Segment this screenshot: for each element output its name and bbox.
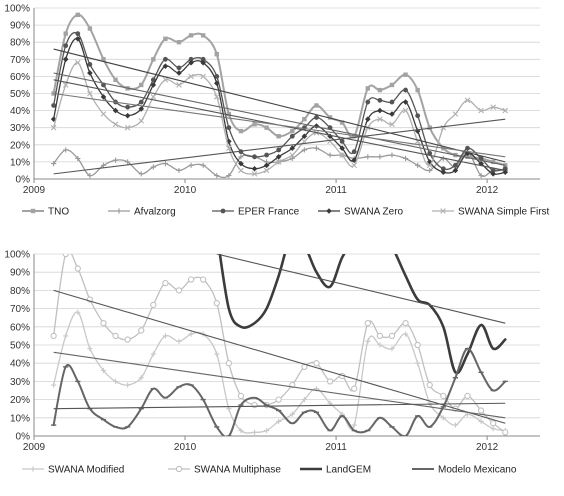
data-point bbox=[377, 108, 383, 114]
data-point bbox=[389, 333, 394, 338]
y-tick-label: 80% bbox=[9, 37, 30, 49]
data-point bbox=[163, 37, 167, 41]
data-point bbox=[390, 83, 394, 87]
data-point bbox=[478, 408, 483, 413]
data-point bbox=[453, 163, 458, 168]
series-line bbox=[54, 15, 506, 166]
data-point bbox=[214, 352, 219, 357]
data-point bbox=[465, 393, 470, 398]
legend-item bbox=[108, 207, 176, 218]
y-tick-label: 100% bbox=[4, 249, 30, 261]
data-point bbox=[491, 426, 496, 431]
legend-marker bbox=[221, 209, 226, 214]
data-point bbox=[403, 321, 408, 326]
data-point bbox=[290, 129, 294, 133]
data-point bbox=[226, 125, 231, 130]
data-point bbox=[201, 163, 206, 168]
data-point bbox=[276, 397, 281, 402]
data-point bbox=[176, 168, 181, 173]
y-tick-label: 0% bbox=[15, 431, 30, 443]
series-tno bbox=[51, 13, 507, 168]
data-point bbox=[264, 168, 269, 173]
y-tick-label: 10% bbox=[9, 157, 30, 169]
data-point bbox=[189, 33, 193, 37]
legend bbox=[22, 465, 517, 476]
data-point bbox=[76, 13, 80, 17]
data-point bbox=[87, 70, 93, 76]
data-point bbox=[176, 70, 182, 76]
data-point bbox=[125, 105, 130, 110]
x-tick-label: 2011 bbox=[325, 185, 347, 196]
y-tick-label: 50% bbox=[9, 340, 30, 352]
data-point bbox=[252, 430, 257, 435]
y-tick-label: 30% bbox=[9, 123, 30, 135]
y-tick-label: 90% bbox=[9, 267, 30, 279]
y-tick-label: 80% bbox=[9, 285, 30, 297]
data-point bbox=[365, 321, 370, 326]
legend-label: Afvalzorg bbox=[134, 206, 176, 218]
data-point bbox=[252, 154, 257, 159]
y-tick-label: 40% bbox=[9, 358, 30, 370]
data-point bbox=[139, 118, 144, 123]
trendline bbox=[54, 94, 506, 157]
data-point bbox=[113, 333, 118, 338]
data-point bbox=[176, 288, 181, 293]
data-point bbox=[276, 148, 281, 153]
trendline bbox=[54, 290, 506, 423]
data-point bbox=[264, 126, 268, 130]
x-tick-label: 2010 bbox=[173, 185, 197, 196]
data-point bbox=[101, 321, 106, 326]
data-point bbox=[378, 88, 382, 92]
x-tick-label: 2009 bbox=[22, 442, 46, 453]
data-point bbox=[214, 173, 219, 178]
legend-item bbox=[432, 207, 550, 218]
x-tick-label: 2011 bbox=[325, 442, 347, 453]
data-point bbox=[352, 386, 357, 391]
y-tick-label: 40% bbox=[9, 106, 30, 118]
data-point bbox=[151, 57, 155, 61]
plot-area bbox=[51, 226, 508, 437]
data-point bbox=[264, 153, 269, 158]
data-point bbox=[290, 134, 295, 139]
y-tick-label: 100% bbox=[4, 3, 30, 15]
y-tick-label: 70% bbox=[9, 54, 30, 66]
data-point bbox=[377, 98, 382, 103]
data-point bbox=[87, 62, 92, 67]
data-point bbox=[63, 147, 68, 152]
data-point bbox=[365, 154, 370, 159]
data-point bbox=[302, 117, 306, 121]
chart-1 bbox=[4, 4, 549, 218]
x-tick-label: 2009 bbox=[22, 185, 46, 196]
data-point bbox=[453, 112, 458, 117]
data-point bbox=[390, 100, 395, 105]
data-point bbox=[403, 156, 408, 161]
legend-label: TNO bbox=[48, 206, 70, 218]
series-swana-multiphase bbox=[51, 250, 508, 435]
data-point bbox=[215, 52, 219, 56]
x-tick-label: 2012 bbox=[476, 185, 499, 196]
y-tick-label: 60% bbox=[9, 71, 30, 83]
data-point bbox=[239, 168, 244, 173]
legend-marker bbox=[176, 466, 181, 471]
data-point bbox=[63, 251, 68, 256]
data-point bbox=[201, 33, 205, 37]
data-point bbox=[503, 430, 508, 435]
data-point bbox=[252, 122, 256, 126]
gridlines bbox=[34, 254, 540, 436]
data-point bbox=[63, 57, 69, 63]
data-point bbox=[441, 393, 446, 398]
data-point bbox=[403, 88, 408, 93]
chart-2 bbox=[4, 226, 540, 475]
data-point bbox=[238, 393, 243, 398]
data-point bbox=[125, 113, 131, 119]
data-point bbox=[252, 166, 258, 172]
x-tick-label: 2010 bbox=[173, 442, 197, 453]
data-point bbox=[163, 281, 168, 286]
legend-label: LandGEM bbox=[326, 464, 372, 476]
data-point bbox=[75, 31, 80, 36]
data-point bbox=[139, 328, 144, 333]
y-tick-label: 20% bbox=[9, 140, 30, 152]
legend-item bbox=[22, 465, 124, 476]
data-point bbox=[188, 331, 193, 336]
data-point bbox=[63, 43, 68, 48]
data-point bbox=[139, 100, 144, 105]
data-point bbox=[276, 134, 280, 138]
legend bbox=[22, 207, 550, 218]
legend-label: SWANA Zero bbox=[344, 206, 404, 218]
data-point bbox=[125, 382, 130, 387]
data-point bbox=[415, 342, 420, 347]
data-point bbox=[264, 163, 270, 169]
y-tick-label: 50% bbox=[9, 89, 30, 100]
legend-item bbox=[412, 465, 517, 476]
data-point bbox=[491, 421, 496, 426]
legend-marker bbox=[31, 209, 35, 213]
data-point bbox=[252, 402, 257, 407]
legend-marker bbox=[30, 466, 35, 471]
data-point bbox=[352, 163, 357, 168]
legend-label: Modelo Mexicano bbox=[438, 464, 517, 476]
data-point bbox=[101, 112, 106, 117]
data-point bbox=[453, 422, 458, 427]
legend-marker bbox=[326, 208, 332, 214]
data-point bbox=[403, 72, 407, 76]
data-point bbox=[176, 339, 181, 344]
data-point bbox=[377, 333, 382, 338]
legend-item bbox=[22, 207, 69, 218]
data-point bbox=[239, 129, 243, 133]
y-tick-label: 30% bbox=[9, 376, 30, 388]
data-point bbox=[139, 171, 144, 176]
y-tick-label: 0% bbox=[15, 174, 30, 186]
data-point bbox=[113, 122, 118, 127]
data-point bbox=[151, 352, 156, 357]
data-point bbox=[64, 31, 68, 35]
y-tick-label: 70% bbox=[9, 304, 30, 316]
y-tick-label: 90% bbox=[9, 20, 30, 32]
data-point bbox=[177, 65, 182, 70]
trendline bbox=[217, 254, 505, 323]
data-point bbox=[63, 333, 68, 338]
data-point bbox=[201, 277, 206, 282]
y-tick-label: 60% bbox=[9, 322, 30, 334]
data-point bbox=[366, 86, 370, 90]
data-point bbox=[314, 361, 319, 366]
data-point bbox=[427, 382, 432, 387]
data-point bbox=[314, 103, 318, 107]
legend-item bbox=[212, 207, 300, 218]
data-point bbox=[314, 146, 319, 151]
data-point bbox=[314, 115, 319, 120]
data-point bbox=[465, 146, 470, 151]
data-point bbox=[340, 139, 345, 144]
legend-label: SWANA Simple First bbox=[458, 206, 550, 218]
data-point bbox=[113, 78, 117, 82]
data-point bbox=[352, 422, 357, 427]
legend-marker bbox=[116, 208, 121, 213]
data-point bbox=[87, 346, 92, 351]
x-axis bbox=[23, 436, 499, 453]
data-point bbox=[51, 382, 56, 387]
data-point bbox=[415, 113, 420, 118]
data-point bbox=[163, 57, 168, 62]
data-point bbox=[75, 266, 80, 271]
data-point bbox=[352, 149, 357, 154]
series-swana-simple-first bbox=[51, 60, 507, 176]
legend-item bbox=[318, 207, 404, 218]
legend-item bbox=[300, 465, 371, 476]
x-axis bbox=[23, 179, 499, 196]
plot-area bbox=[51, 13, 508, 179]
series-line bbox=[54, 250, 506, 432]
data-point bbox=[151, 95, 156, 100]
data-point bbox=[51, 333, 56, 338]
data-point bbox=[88, 26, 92, 30]
data-point bbox=[365, 339, 370, 344]
legend-label: SWANA Modified bbox=[48, 464, 125, 476]
data-point bbox=[441, 169, 447, 175]
data-point bbox=[151, 302, 156, 307]
data-point bbox=[125, 337, 130, 342]
data-point bbox=[177, 40, 181, 44]
data-point bbox=[415, 361, 420, 366]
data-point bbox=[188, 277, 193, 282]
data-point bbox=[377, 154, 382, 159]
series-line bbox=[54, 312, 506, 433]
y-axis bbox=[4, 250, 30, 443]
x-tick-label: 2012 bbox=[476, 442, 499, 453]
y-axis bbox=[4, 4, 30, 186]
data-point bbox=[365, 116, 371, 122]
legend-label: EPER France bbox=[238, 206, 300, 218]
legend-item bbox=[168, 465, 281, 476]
data-point bbox=[188, 163, 193, 168]
data-point bbox=[327, 152, 332, 157]
data-point bbox=[365, 100, 370, 105]
data-point bbox=[415, 163, 420, 168]
data-point bbox=[139, 83, 143, 87]
data-point bbox=[327, 379, 332, 384]
legend-label: SWANA Multiphase bbox=[194, 464, 281, 476]
data-point bbox=[389, 152, 394, 157]
y-tick-label: 20% bbox=[9, 395, 30, 407]
data-point bbox=[415, 88, 419, 92]
data-point bbox=[302, 147, 307, 152]
series-swana-zero bbox=[51, 36, 508, 177]
data-point bbox=[214, 301, 219, 306]
y-tick-label: 10% bbox=[9, 413, 30, 425]
data-point bbox=[226, 361, 231, 366]
